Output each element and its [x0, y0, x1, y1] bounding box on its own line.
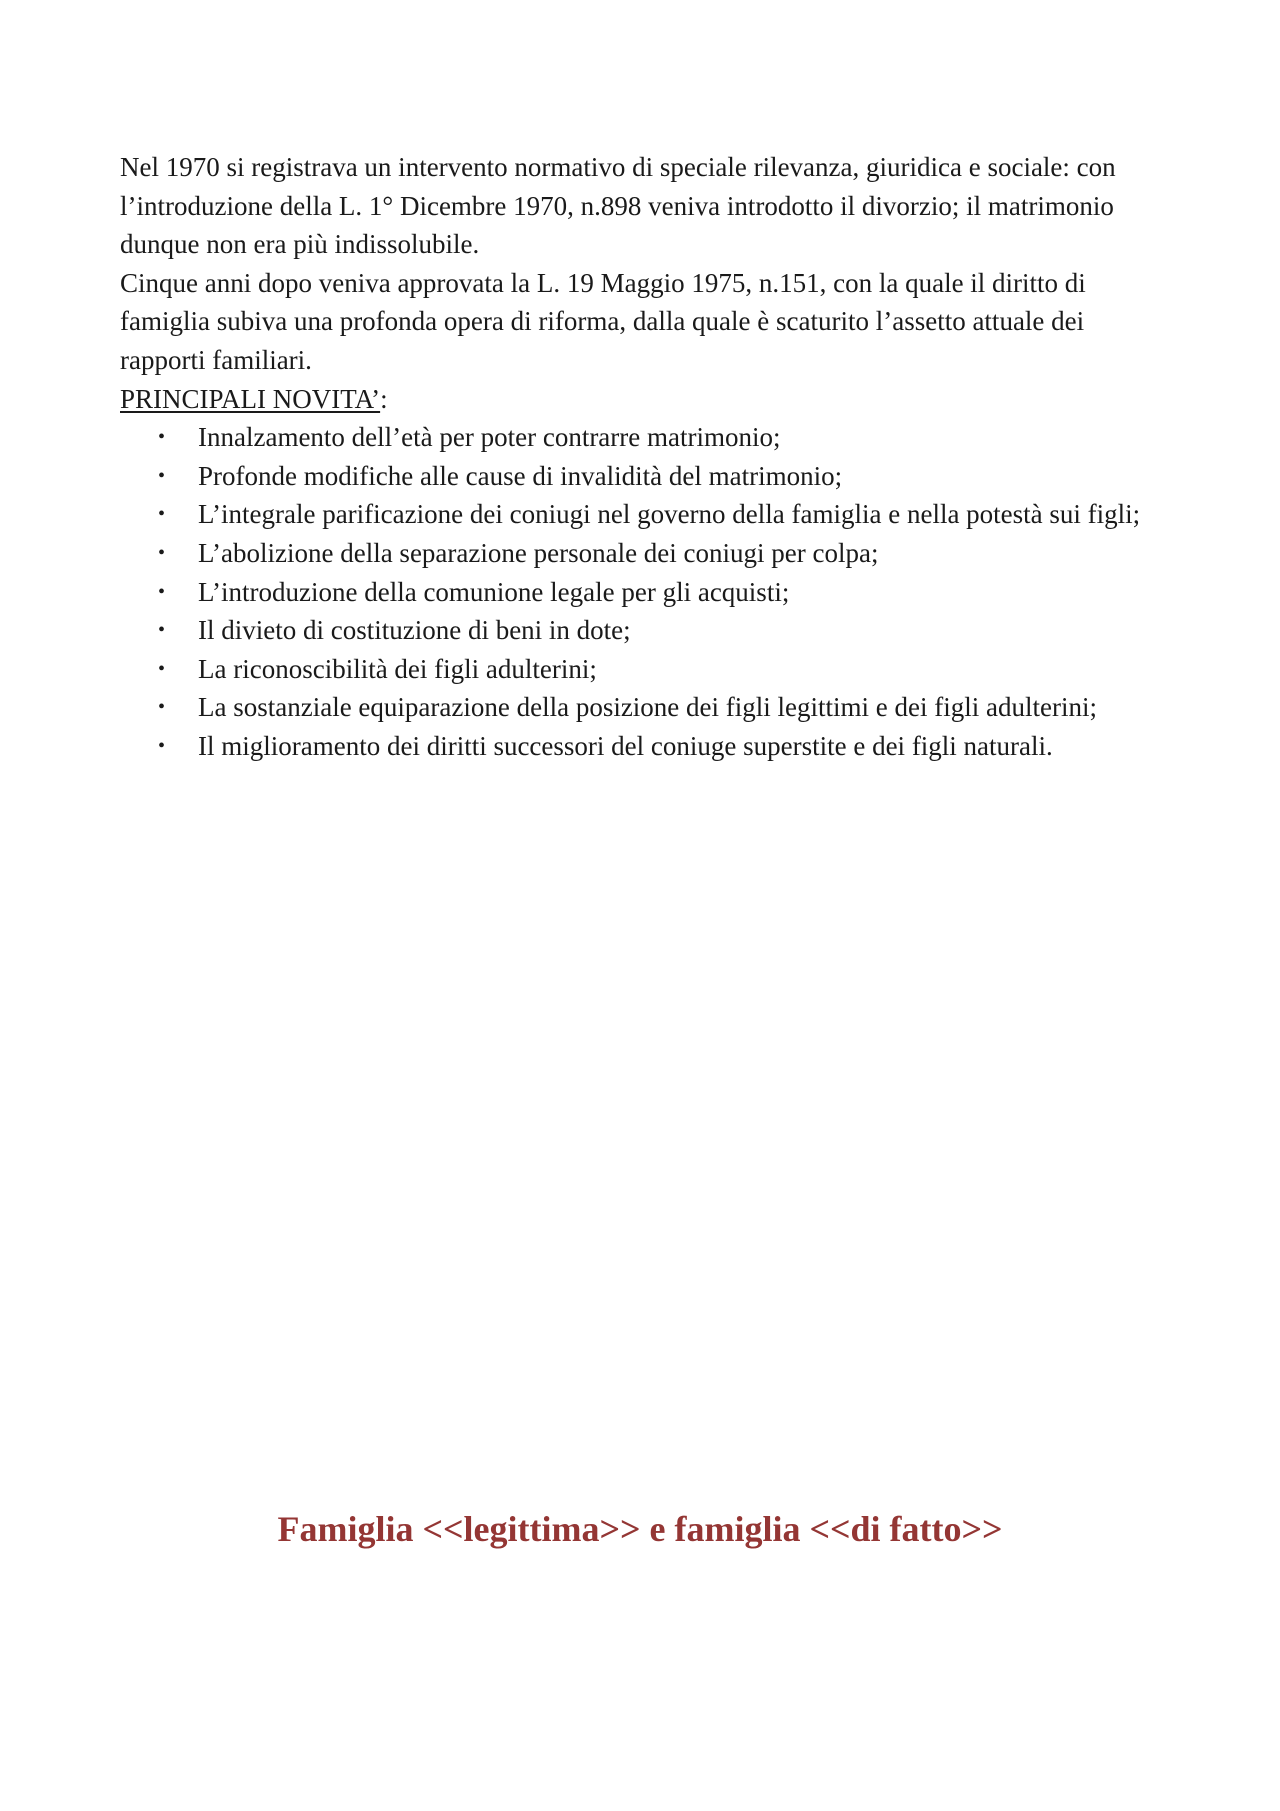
list-item [120, 457, 1170, 496]
bullet-icon: • [158, 541, 166, 564]
bullet-icon: • [158, 503, 166, 526]
list-item-text: Profonde modifiche alle cause di invalidità del matrimonio; [198, 460, 843, 491]
bullet-icon: • [158, 426, 166, 449]
list-item-text: Innalzamento dell’età per poter contrarre matrimonio; [198, 422, 781, 453]
section-title: Famiglia <<legittima>> e famiglia <<di fatto>> [277, 1509, 1003, 1549]
list-item [120, 495, 1170, 534]
list-item-text: La riconoscibilità dei figli adulterini; [198, 653, 597, 684]
list-item-text: Il divieto di costituzione di beni in dote; [198, 615, 631, 646]
list-item [120, 418, 1170, 457]
list-item-text: L’integrale parificazione dei coniugi nel governo della famiglia e nella potestà sui figli; [198, 499, 1141, 530]
list-item [120, 688, 1170, 727]
bullet-icon: • [158, 580, 166, 603]
bullet-icon: • [158, 696, 166, 719]
paragraph-family-reform: Cinque anni dopo veniva approvata la L. 19 Maggio 1975, n.151, con la quale il diritto di famiglia subiva una profonda opera di riforma, dalla quale è scaturito l’assetto attuale dei rapporti familiari. [120, 267, 1086, 375]
list-item [120, 534, 1170, 573]
list-item-text: L’introduzione della comunione legale per gli acquisti; [198, 576, 790, 607]
list-item-text: La sostanziale equiparazione della posizione dei figli legittimi e dei figli adulterini; [198, 692, 1097, 723]
list-item [120, 727, 1170, 766]
list-item-text: Il miglioramento dei diritti successori del coniuge superstite e dei figli naturali. [198, 730, 1053, 761]
list-item [120, 611, 1170, 650]
list-item [120, 650, 1170, 689]
list-heading-colon: : [380, 383, 388, 414]
bullet-icon: • [158, 464, 166, 487]
bullet-icon: • [158, 657, 166, 680]
body-text [120, 148, 1170, 766]
bullet-icon: • [158, 619, 166, 642]
list-item-text: L’abolizione della separazione personale dei coniugi per colpa; [198, 537, 879, 568]
list-heading [120, 380, 1170, 419]
novelties-list [120, 418, 1170, 765]
list-heading-label: PRINCIPALI NOVITA’ [120, 383, 381, 414]
paragraph-divorce-law: Nel 1970 si registrava un intervento normativo di speciale rilevanza, giuridica e sociale: con l’introduzione della L. 1° Dicembre 1970, n.898 veniva introdotto il divorzio; il matrimonio dunque non era più indissolubile. [120, 152, 1116, 260]
bullet-icon: • [158, 734, 166, 757]
list-item [120, 573, 1170, 612]
